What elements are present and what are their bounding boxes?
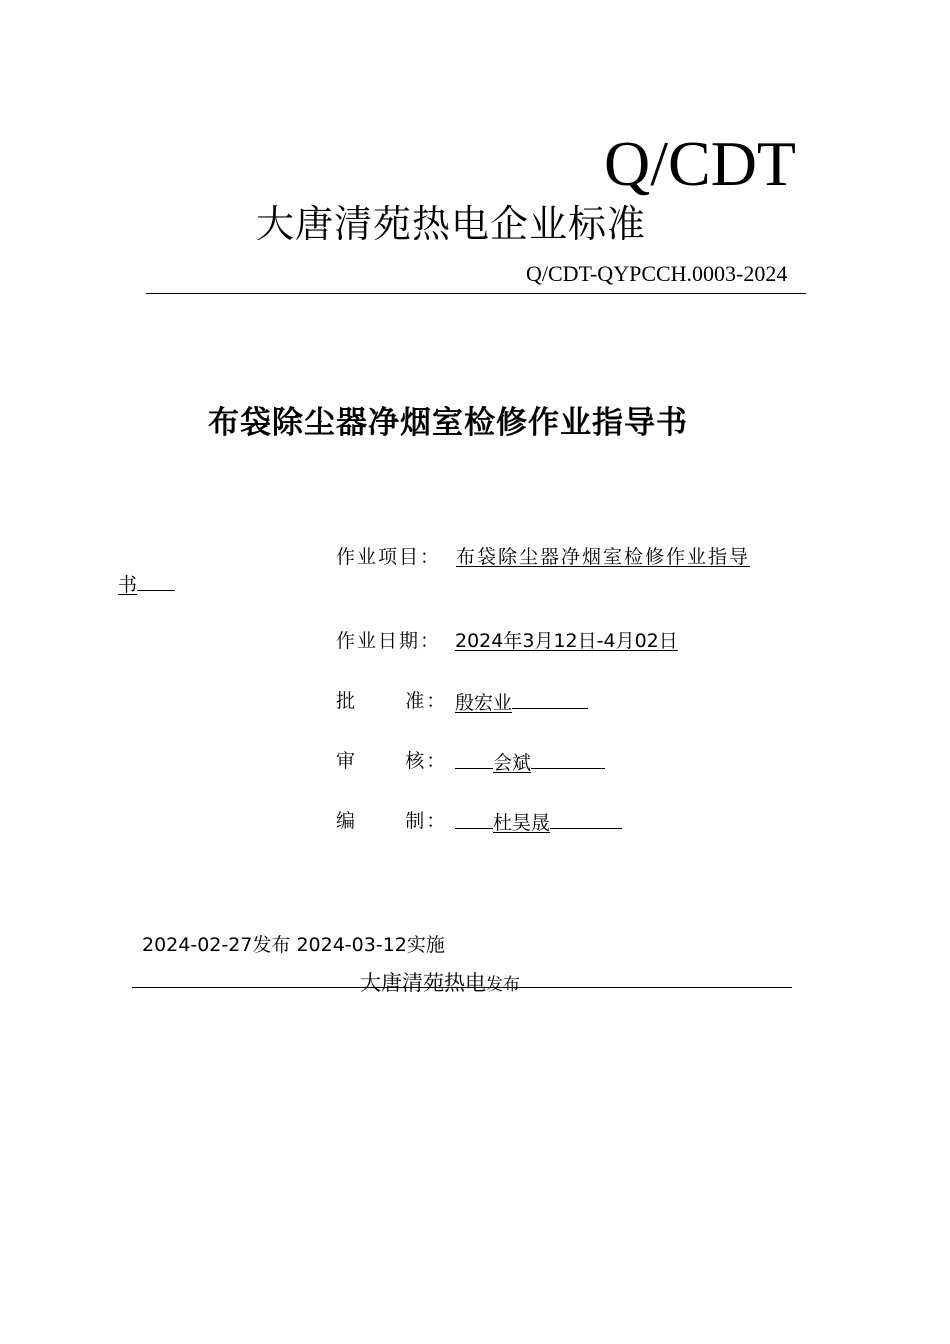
- project-value-line2: 书: [118, 574, 138, 596]
- review-label: 审 核：: [336, 750, 448, 772]
- project-value: 布袋除尘器净烟室检修作业指导: [456, 546, 751, 568]
- review-underline: [531, 748, 605, 769]
- project-label: 作业项目：: [336, 546, 442, 568]
- project-value-continued: [118, 570, 175, 598]
- company-standard-title: 大唐清苑热电企业标准: [256, 202, 647, 246]
- date-label: 作业日期：: [336, 630, 442, 652]
- review-value-wrap: [455, 748, 605, 776]
- review-underline-lead: [455, 748, 493, 769]
- standard-code: Q/CDT: [604, 128, 796, 199]
- approve-value-wrap: [455, 688, 588, 716]
- prepare-label: 编 制：: [336, 810, 448, 832]
- document-number: Q/CDT-QYPCCH.0003-2024: [526, 261, 788, 286]
- header-divider: [146, 293, 806, 294]
- review-value: 会斌: [493, 752, 532, 774]
- approve-value: 殷宏业: [455, 692, 513, 714]
- publisher: [360, 968, 520, 1000]
- publisher-name: 大唐清苑热电: [360, 971, 486, 995]
- approve-label: 批 准：: [336, 690, 448, 712]
- document-title: 布袋除尘器净烟室检修作业指导书: [208, 405, 688, 441]
- publisher-suffix: 发布: [486, 975, 520, 995]
- publish-dates: 2024-02-27发布 2024-03-12实施: [142, 934, 445, 956]
- prepare-value: 杜昊晟: [493, 812, 551, 834]
- approve-underline: [512, 688, 588, 709]
- prepare-underline-lead: [455, 808, 493, 829]
- project-underline: [137, 570, 175, 591]
- date-value: 2024年3月12日-4月02日: [455, 630, 678, 652]
- prepare-value-wrap: [455, 808, 622, 836]
- prepare-underline: [550, 808, 622, 829]
